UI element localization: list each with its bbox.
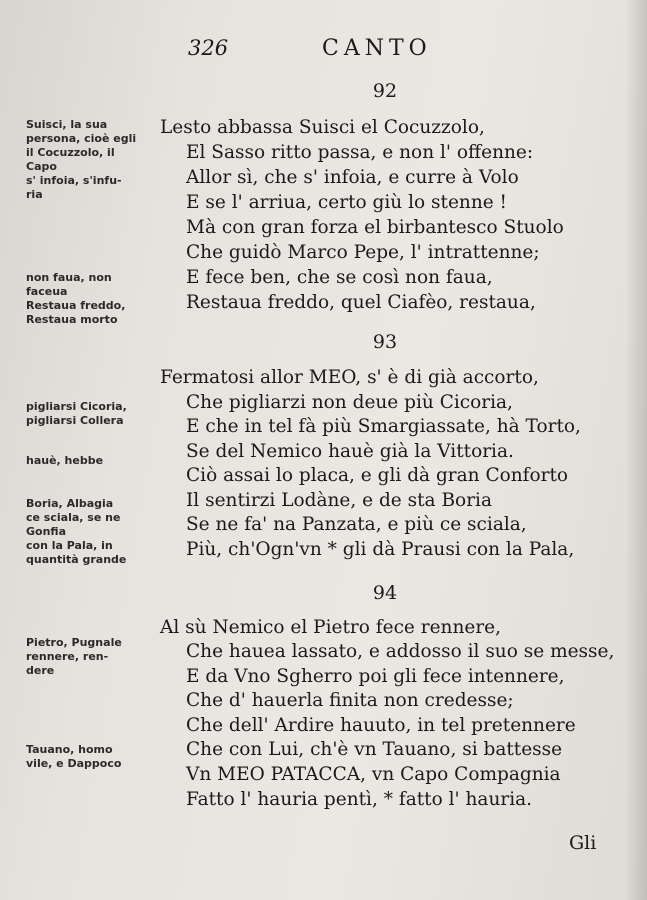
verse-line: Allor sì, che s' infoia, e curre à Volo bbox=[186, 167, 519, 188]
marginal-gloss: hauè, hebbe bbox=[26, 454, 104, 467]
marginal-gloss: Suisci, la sua persona, cioè egli il Cocuzzolo, il Capo s' infoia, s'infu- ria bbox=[26, 118, 137, 201]
verse-line: Che con Lui, ch'è vn Tauano, si battesse bbox=[186, 739, 563, 760]
verse-line: E che in tel fà più Smargiassate, hà Torto, bbox=[186, 416, 581, 437]
verse-line: Che dell' Ardire hauuto, in tel pretennere bbox=[186, 715, 576, 736]
verse-line: El Sasso ritto passa, e non l' offenne: bbox=[186, 142, 534, 163]
marginal-gloss: Boria, Albagia ce sciala, se ne Gonfia con la Pala, in quantità grande bbox=[26, 497, 127, 566]
verse-line: E fece ben, che se così non faua, bbox=[186, 267, 493, 288]
verse-line: E se l' arriua, certo giù lo stenne ! bbox=[186, 192, 507, 213]
verse-line: Fermatosi allor MEO, s' è di già accorto, bbox=[160, 367, 539, 388]
verse-line: E da Vno Sgherro poi gli fece intennere, bbox=[186, 666, 565, 687]
marginal-gloss: non faua, non faceua Restaua freddo, Restaua morto bbox=[26, 271, 126, 326]
verse-line: Al sù Nemico el Pietro fece rennere, bbox=[160, 617, 502, 638]
marginal-gloss: Pietro, Pugnale rennere, ren- dere bbox=[26, 636, 122, 677]
verse-line: Più, ch'Ogn'vn * gli dà Prausi con la Pala, bbox=[186, 539, 575, 560]
verse-line: Mà con gran forza el birbantesco Stuolo bbox=[186, 217, 564, 238]
verse-line: Che guidò Marco Pepe, l' intrattenne; bbox=[186, 242, 540, 263]
verse-line: Lesto abbassa Suisci el Cocuzzolo, bbox=[160, 117, 485, 138]
running-title: CANTO bbox=[322, 36, 432, 61]
marginal-gloss: Tauano, homo vile, e Dappoco bbox=[26, 743, 122, 770]
page-edge-shadow bbox=[625, 0, 647, 900]
page-header bbox=[0, 36, 647, 66]
stanza-number: 92 bbox=[372, 80, 398, 102]
marginal-gloss: pigliarsi Cicoria, pigliarsi Collera bbox=[26, 400, 127, 427]
verse-line: Se del Nemico hauè già la Vittoria. bbox=[186, 441, 514, 462]
page-number: 326 bbox=[188, 36, 229, 60]
verse-line: Che pigliarzi non deue più Cicoria, bbox=[186, 392, 513, 413]
verse-line: Se ne fa' na Panzata, e più ce sciala, bbox=[186, 514, 527, 535]
verse-line: Che d' hauerla finita non credesse; bbox=[186, 690, 514, 711]
verse-line: Restaua freddo, quel Ciafèo, restaua, bbox=[186, 292, 536, 313]
catchword: Gli bbox=[569, 832, 597, 854]
verse-line: Che hauea lassato, e addosso il suo se messe, bbox=[186, 641, 615, 662]
verse-line: Fatto l' hauria pentì, * fatto l' hauria. bbox=[186, 789, 533, 810]
verse-line: Vn MEO PATACCA, vn Capo Compagnia bbox=[186, 764, 561, 785]
stanza-number: 93 bbox=[372, 331, 398, 353]
stanza-number: 94 bbox=[372, 582, 398, 604]
verse-line: Ciò assai lo placa, e gli dà gran Conforto bbox=[186, 465, 569, 486]
verse-line: Il sentirzi Lodàne, e de sta Boria bbox=[186, 490, 492, 511]
